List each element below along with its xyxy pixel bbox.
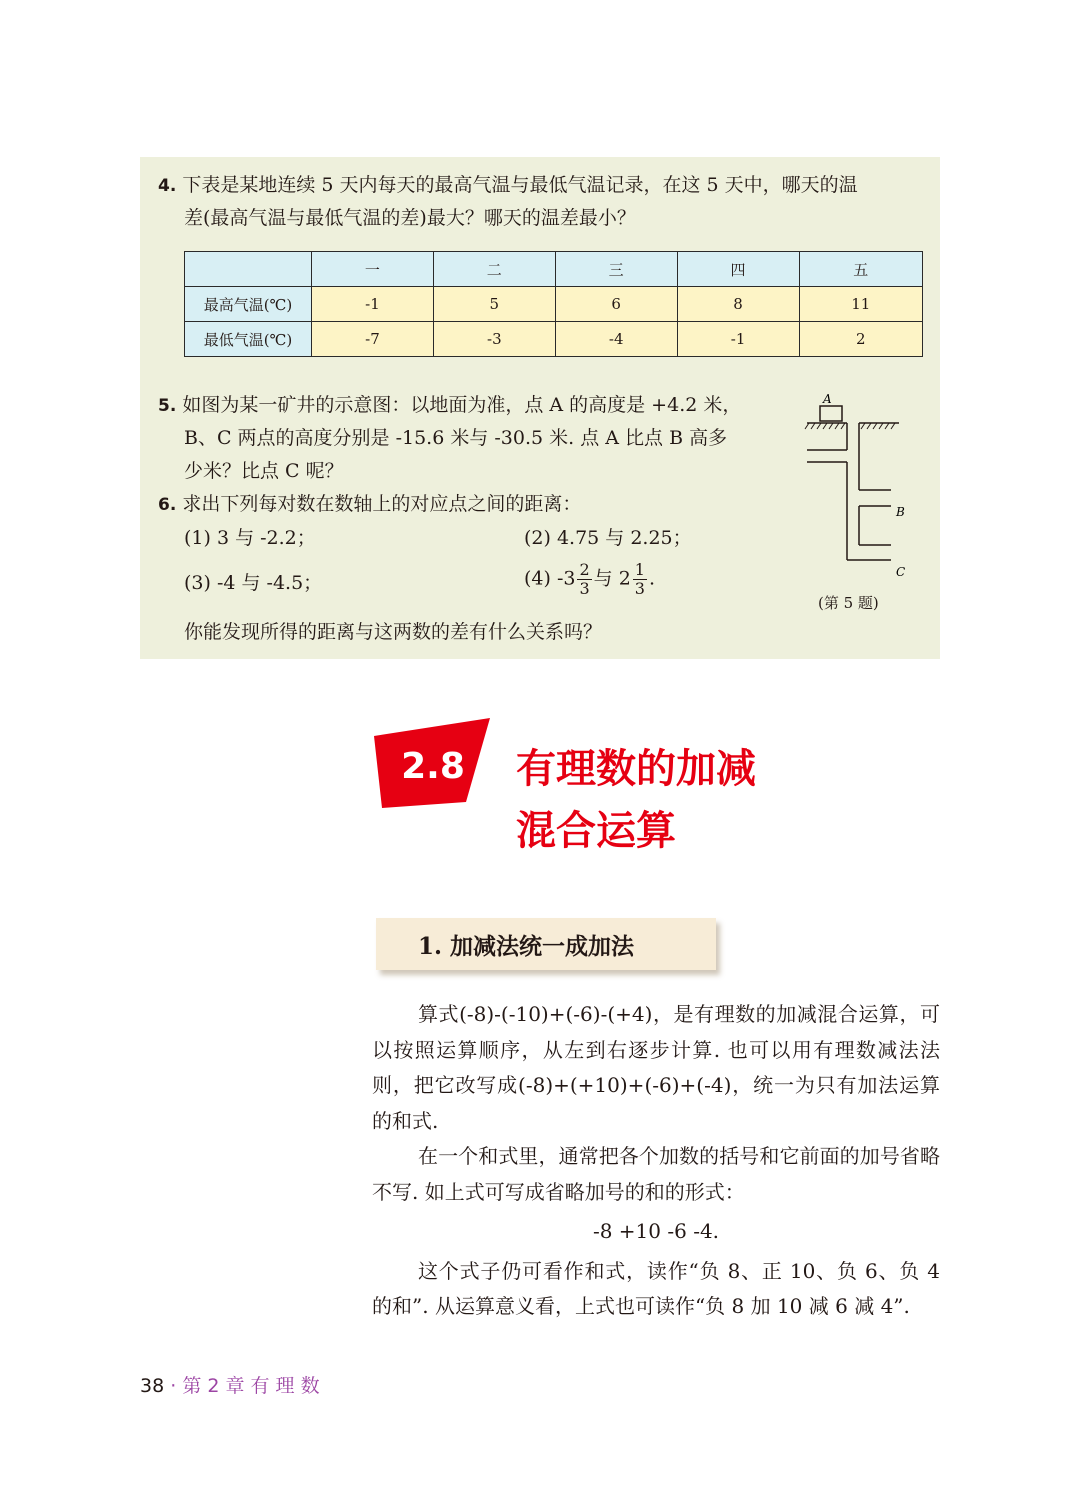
- table-header-cell: 一: [312, 252, 434, 287]
- section-title: [516, 738, 756, 862]
- paragraph-text: 这个式子仍可看作和式，读作“负 8、正 10、负 6、负 4 的和”. 从运算意义看，上式也可读作“负 8 加 10 减 6 减 4”.: [372, 1258, 940, 1318]
- page-number: 38: [140, 1375, 165, 1397]
- exercise-4-line2: 差(最高气温与最低气温的差)最大？哪天的温差最小？: [184, 207, 636, 229]
- exercise-number: 5.: [158, 396, 177, 416]
- table-cell: 8: [677, 287, 799, 322]
- label-b: B: [896, 505, 905, 519]
- part-4-middle: 与 2: [593, 567, 631, 590]
- table-header-cell: 二: [433, 252, 555, 287]
- fraction-numerator: 1: [634, 560, 645, 579]
- table-cell: -4: [555, 322, 677, 357]
- section-number: 2.8: [401, 746, 465, 787]
- exercise-6-part-4: [524, 561, 655, 598]
- exercise-6-part-1: (1) 3 与 -2.2；: [184, 527, 316, 549]
- page-footer: [140, 1371, 320, 1398]
- table-header-cell: 三: [555, 252, 677, 287]
- subsection-title: 1. 加减法统一成加法: [418, 933, 635, 960]
- section-title-line: 混合运算: [516, 808, 676, 854]
- exercise-6-part-3: (3) -4 与 -4.5；: [184, 572, 323, 594]
- paragraph-text: 算式(-8)-(-10)+(-6)-(+4)，是有理数的加减混合运算，可以按照运算顺序，从左到右逐步计算. 也可以用有理数减法法则，把它改写成(-8)+(+10)+(-6)+(-4)，统一为只有加法运算的和式.: [372, 1002, 940, 1133]
- part-4-suffix: .: [648, 567, 656, 590]
- table-cell: -3: [433, 322, 555, 357]
- exercise-4: [158, 169, 858, 203]
- exercise-number: 4.: [158, 176, 177, 196]
- exercise-text: 如图为某一矿井的示意图：以地面为准，点 A 的高度是 +4.2 米，: [182, 394, 742, 416]
- table-cell: -1: [677, 322, 799, 357]
- table-cell: 6: [555, 287, 677, 322]
- fraction: [633, 561, 647, 598]
- exercise-5-line2: B、C 两点的高度分别是 -15.6 米与 -30.5 米. 点 A 比点 B 高多: [184, 427, 728, 449]
- exercise-text: 下表是某地连续 5 天内每天的最高气温与最低气温记录，在这 5 天中，哪天的温: [182, 174, 858, 196]
- table-cell: 2: [799, 322, 923, 357]
- table-cell: 11: [799, 287, 923, 322]
- temperature-table: [184, 251, 923, 357]
- table-header-row: [185, 252, 923, 287]
- table-cell: -7: [312, 322, 434, 357]
- table-cell: 5: [433, 287, 555, 322]
- section-title-line: 有理数的加减: [516, 746, 756, 792]
- table-row-label: 最低气温(℃): [185, 322, 312, 357]
- table-row: [185, 322, 923, 357]
- fraction-numerator: 2: [579, 560, 590, 579]
- formula: -8 +10 -6 -4.: [592, 1219, 720, 1243]
- table-row-label: 最高气温(℃): [185, 287, 312, 322]
- fraction-denominator: 3: [579, 579, 590, 598]
- table-cell: -1: [312, 287, 434, 322]
- fraction: [577, 561, 591, 598]
- table-row: [185, 287, 923, 322]
- exercise-5: [158, 389, 741, 423]
- mine-shaft-figure: [803, 390, 913, 620]
- label-c: C: [896, 565, 906, 579]
- table-corner-cell: [185, 252, 312, 287]
- exercise-6: [158, 488, 581, 522]
- point-a-box: [820, 406, 842, 421]
- part-4-prefix: (4) -3: [524, 567, 576, 590]
- chapter-label: · 第 2 章 有 理 数: [170, 1375, 320, 1397]
- table-header-cell: 四: [677, 252, 799, 287]
- exercise-5-line3: 少米？比点 C 呢？: [184, 460, 344, 482]
- body-paragraph: [372, 997, 940, 1325]
- paragraph-text: 在一个和式里，通常把各个加数的括号和它前面的加号省略不写. 如上式可写成省略加号的和的形式：: [372, 1144, 940, 1204]
- label-a: A: [823, 392, 832, 406]
- fraction-denominator: 3: [634, 579, 645, 598]
- exercise-6-part-2: (2) 4.75 与 2.25；: [524, 527, 692, 549]
- figure-caption: (第 5 题): [818, 594, 879, 612]
- table-header-cell: 五: [799, 252, 923, 287]
- exercise-number: 6.: [158, 495, 177, 515]
- exercise-text: 求出下列每对数在数轴上的对应点之间的距离：: [182, 493, 582, 515]
- exercise-6-followup: 你能发现所得的距离与这两数的差有什么关系吗？: [184, 621, 603, 643]
